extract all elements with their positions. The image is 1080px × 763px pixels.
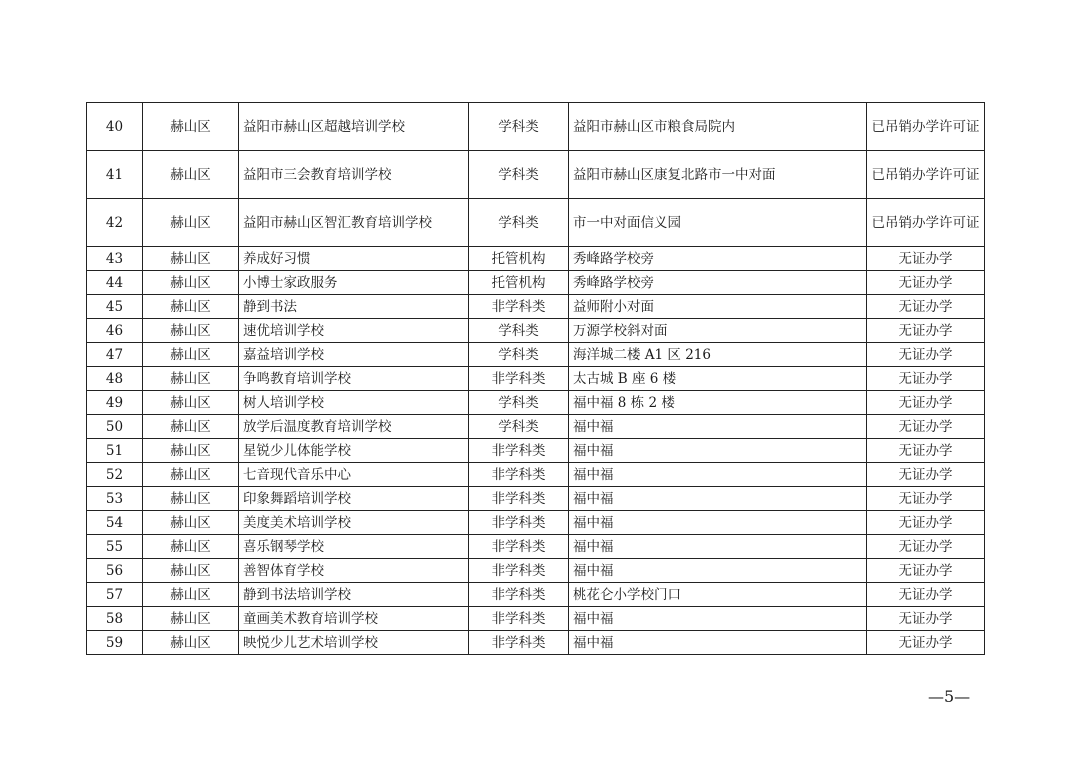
status-cell: 无证办学: [867, 439, 985, 463]
institution-name-cell: 善智体育学校: [239, 559, 469, 583]
row-number-cell: 50: [87, 415, 143, 439]
institution-name-cell: 美度美术培训学校: [239, 511, 469, 535]
table-body: [87, 103, 985, 655]
institution-name-cell: 童画美术教育培训学校: [239, 607, 469, 631]
address-cell: 益阳市赫山区市粮食局院内: [569, 103, 867, 151]
status-cell: 无证办学: [867, 271, 985, 295]
institution-name-cell: 七音现代音乐中心: [239, 463, 469, 487]
status-cell: 无证办学: [867, 463, 985, 487]
table-row: [87, 535, 985, 559]
table-row: [87, 631, 985, 655]
category-cell: 学科类: [469, 199, 569, 247]
status-cell: 无证办学: [867, 487, 985, 511]
district-cell: 赫山区: [143, 343, 239, 367]
address-cell: 福中福: [569, 487, 867, 511]
table-row: [87, 199, 985, 247]
table-row: [87, 367, 985, 391]
district-cell: 赫山区: [143, 559, 239, 583]
row-number-cell: 44: [87, 271, 143, 295]
district-cell: 赫山区: [143, 247, 239, 271]
category-cell: 非学科类: [469, 487, 569, 511]
district-cell: 赫山区: [143, 535, 239, 559]
district-cell: 赫山区: [143, 151, 239, 199]
address-cell: 桃花仑小学校门口: [569, 583, 867, 607]
institution-name-cell: 养成好习惯: [239, 247, 469, 271]
row-number-cell: 58: [87, 607, 143, 631]
district-cell: 赫山区: [143, 199, 239, 247]
table-row: [87, 319, 985, 343]
table-row: [87, 103, 985, 151]
row-number-cell: 55: [87, 535, 143, 559]
category-cell: 学科类: [469, 319, 569, 343]
institution-name-cell: 放学后温度教育培训学校: [239, 415, 469, 439]
table-row: [87, 247, 985, 271]
institution-name-cell: 印象舞蹈培训学校: [239, 487, 469, 511]
row-number-cell: 47: [87, 343, 143, 367]
category-cell: 非学科类: [469, 511, 569, 535]
row-number-cell: 46: [87, 319, 143, 343]
status-cell: 无证办学: [867, 559, 985, 583]
status-cell: 已吊销办学许可证: [867, 151, 985, 199]
table-row: [87, 583, 985, 607]
address-cell: 福中福: [569, 535, 867, 559]
category-cell: 托管机构: [469, 247, 569, 271]
status-cell: 无证办学: [867, 343, 985, 367]
district-cell: 赫山区: [143, 295, 239, 319]
table-row: [87, 271, 985, 295]
status-cell: 无证办学: [867, 391, 985, 415]
district-cell: 赫山区: [143, 103, 239, 151]
category-cell: 非学科类: [469, 439, 569, 463]
status-cell: 无证办学: [867, 535, 985, 559]
status-cell: 无证办学: [867, 607, 985, 631]
table-row: [87, 463, 985, 487]
category-cell: 非学科类: [469, 367, 569, 391]
row-number-cell: 41: [87, 151, 143, 199]
status-cell: 无证办学: [867, 367, 985, 391]
category-cell: 非学科类: [469, 463, 569, 487]
table-row: [87, 295, 985, 319]
row-number-cell: 54: [87, 511, 143, 535]
address-cell: 福中福 8 栋 2 楼: [569, 391, 867, 415]
page-number: —5—: [928, 687, 971, 706]
institution-name-cell: 星锐少儿体能学校: [239, 439, 469, 463]
address-cell: 福中福: [569, 463, 867, 487]
address-cell: 益阳市赫山区康复北路市一中对面: [569, 151, 867, 199]
district-cell: 赫山区: [143, 391, 239, 415]
institution-name-cell: 益阳市赫山区超越培训学校: [239, 103, 469, 151]
institution-name-cell: 树人培训学校: [239, 391, 469, 415]
table-row: [87, 511, 985, 535]
status-cell: 无证办学: [867, 583, 985, 607]
category-cell: 非学科类: [469, 631, 569, 655]
row-number-cell: 52: [87, 463, 143, 487]
institution-name-cell: 小博士家政服务: [239, 271, 469, 295]
institution-name-cell: 静到书法培训学校: [239, 583, 469, 607]
row-number-cell: 59: [87, 631, 143, 655]
table-row: [87, 607, 985, 631]
table-row: [87, 487, 985, 511]
row-number-cell: 51: [87, 439, 143, 463]
status-cell: 无证办学: [867, 631, 985, 655]
district-cell: 赫山区: [143, 463, 239, 487]
row-number-cell: 43: [87, 247, 143, 271]
status-cell: 已吊销办学许可证: [867, 199, 985, 247]
row-number-cell: 57: [87, 583, 143, 607]
address-cell: 秀峰路学校旁: [569, 271, 867, 295]
address-cell: 海洋城二楼 A1 区 216: [569, 343, 867, 367]
institution-name-cell: 喜乐钢琴学校: [239, 535, 469, 559]
address-cell: 益师附小对面: [569, 295, 867, 319]
row-number-cell: 56: [87, 559, 143, 583]
institution-name-cell: 争鸣教育培训学校: [239, 367, 469, 391]
row-number-cell: 45: [87, 295, 143, 319]
row-number-cell: 53: [87, 487, 143, 511]
district-cell: 赫山区: [143, 415, 239, 439]
table-row: [87, 151, 985, 199]
status-cell: 无证办学: [867, 319, 985, 343]
district-cell: 赫山区: [143, 271, 239, 295]
table-row: [87, 391, 985, 415]
district-cell: 赫山区: [143, 367, 239, 391]
status-cell: 无证办学: [867, 415, 985, 439]
table-row: [87, 343, 985, 367]
category-cell: 学科类: [469, 391, 569, 415]
address-cell: 福中福: [569, 439, 867, 463]
category-cell: 非学科类: [469, 607, 569, 631]
address-cell: 福中福: [569, 559, 867, 583]
district-cell: 赫山区: [143, 319, 239, 343]
table-row: [87, 415, 985, 439]
address-cell: 万源学校斜对面: [569, 319, 867, 343]
row-number-cell: 49: [87, 391, 143, 415]
institution-name-cell: 静到书法: [239, 295, 469, 319]
category-cell: 非学科类: [469, 535, 569, 559]
category-cell: 学科类: [469, 415, 569, 439]
district-cell: 赫山区: [143, 487, 239, 511]
address-cell: 太古城 B 座 6 楼: [569, 367, 867, 391]
district-cell: 赫山区: [143, 583, 239, 607]
row-number-cell: 48: [87, 367, 143, 391]
status-cell: 无证办学: [867, 511, 985, 535]
address-cell: 福中福: [569, 415, 867, 439]
address-cell: 福中福: [569, 631, 867, 655]
status-cell: 无证办学: [867, 247, 985, 271]
address-cell: 福中福: [569, 511, 867, 535]
district-cell: 赫山区: [143, 511, 239, 535]
table-row: [87, 559, 985, 583]
institution-name-cell: 嘉益培训学校: [239, 343, 469, 367]
category-cell: 非学科类: [469, 559, 569, 583]
address-cell: 福中福: [569, 607, 867, 631]
category-cell: 学科类: [469, 151, 569, 199]
status-cell: 无证办学: [867, 295, 985, 319]
address-cell: 市一中对面信义园: [569, 199, 867, 247]
address-cell: 秀峰路学校旁: [569, 247, 867, 271]
institution-name-cell: 益阳市赫山区智汇教育培训学校: [239, 199, 469, 247]
row-number-cell: 42: [87, 199, 143, 247]
status-cell: 已吊销办学许可证: [867, 103, 985, 151]
category-cell: 学科类: [469, 103, 569, 151]
category-cell: 学科类: [469, 343, 569, 367]
category-cell: 非学科类: [469, 583, 569, 607]
row-number-cell: 40: [87, 103, 143, 151]
school-registry-table: [86, 102, 985, 655]
institution-name-cell: 速优培训学校: [239, 319, 469, 343]
table-row: [87, 439, 985, 463]
institution-name-cell: 映悦少儿艺术培训学校: [239, 631, 469, 655]
institution-name-cell: 益阳市三会教育培训学校: [239, 151, 469, 199]
district-cell: 赫山区: [143, 607, 239, 631]
district-cell: 赫山区: [143, 631, 239, 655]
district-cell: 赫山区: [143, 439, 239, 463]
category-cell: 托管机构: [469, 271, 569, 295]
category-cell: 非学科类: [469, 295, 569, 319]
